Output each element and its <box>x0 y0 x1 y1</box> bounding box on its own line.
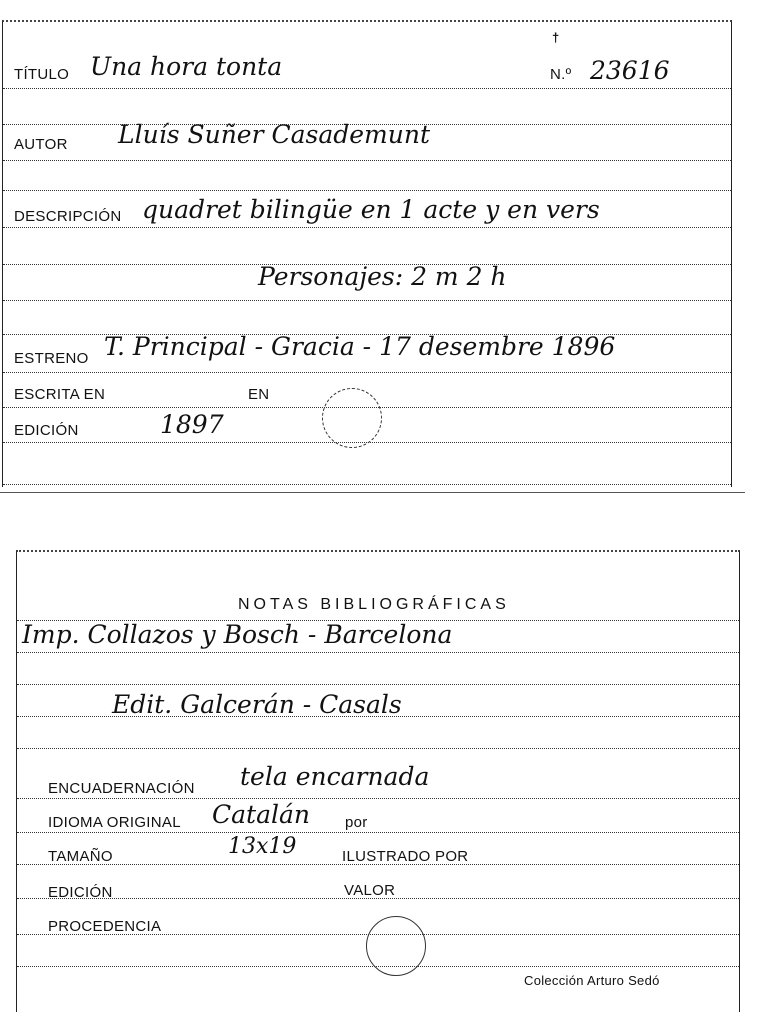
ruled-line <box>3 227 731 228</box>
notas-header: NOTAS BIBLIOGRÁFICAS <box>238 596 510 613</box>
ilustrado-label: ILUSTRADO POR <box>342 848 469 865</box>
tamano-value: 13x19 <box>228 834 297 859</box>
autor-value: Lluís Suñer Casademunt <box>118 120 431 149</box>
notes-line-1: Imp. Collazos y Bosch - Barcelona <box>22 620 453 649</box>
ruled-line <box>17 798 739 799</box>
numero-label: N.º <box>550 66 572 83</box>
cross-mark: † <box>552 30 560 45</box>
autor-label: AUTOR <box>14 136 68 153</box>
edicion-label: EDICIÓN <box>14 422 79 439</box>
idioma-label: IDIOMA ORIGINAL <box>48 814 181 831</box>
notes-line-2: Edit. Galcerán - Casals <box>112 690 402 719</box>
idioma-value: Catalán <box>212 800 310 829</box>
ruled-line <box>17 652 739 653</box>
en-label: EN <box>248 386 270 403</box>
ruled-line <box>3 372 731 373</box>
coleccion-label: Colección Arturo Sedó <box>524 973 660 988</box>
ruled-line <box>3 190 731 191</box>
stamp-circle <box>366 916 426 976</box>
ruled-line <box>3 88 731 89</box>
ruled-line <box>17 748 739 749</box>
ruled-line <box>3 160 731 161</box>
encuadernacion-label: ENCUADERNACIÓN <box>48 780 195 797</box>
ruled-line <box>17 684 739 685</box>
procedencia-label: PROCEDENCIA <box>48 918 162 935</box>
valor-label: VALOR <box>344 882 396 899</box>
estreno-label: ESTRENO <box>14 350 89 367</box>
descripcion-value: quadret bilingüe en 1 acte y en vers <box>142 195 600 224</box>
encuadernacion-value: tela encarnada <box>240 762 430 791</box>
stamp-circle <box>322 388 382 448</box>
estreno-value: T. Principal - Gracia - 17 desembre 1896 <box>104 332 616 361</box>
tamano-label: TAMAÑO <box>48 848 113 865</box>
escrita-label: ESCRITA EN <box>14 386 106 403</box>
ruled-line <box>3 300 731 301</box>
por-label: por <box>345 814 368 831</box>
edicion-value: 1897 <box>160 410 224 439</box>
edicion2-label: EDICIÓN <box>48 884 113 901</box>
numero-value: 23616 <box>590 56 670 85</box>
titulo-label: TÍTULO <box>14 66 70 83</box>
descripcion-label: DESCRIPCIÓN <box>14 208 122 225</box>
titulo-value: Una hora tonta <box>90 52 283 81</box>
personajes-value: Personajes: 2 m 2 h <box>258 262 507 291</box>
ruled-line <box>3 484 731 485</box>
card-separator <box>0 492 745 493</box>
ruled-line <box>17 832 739 833</box>
